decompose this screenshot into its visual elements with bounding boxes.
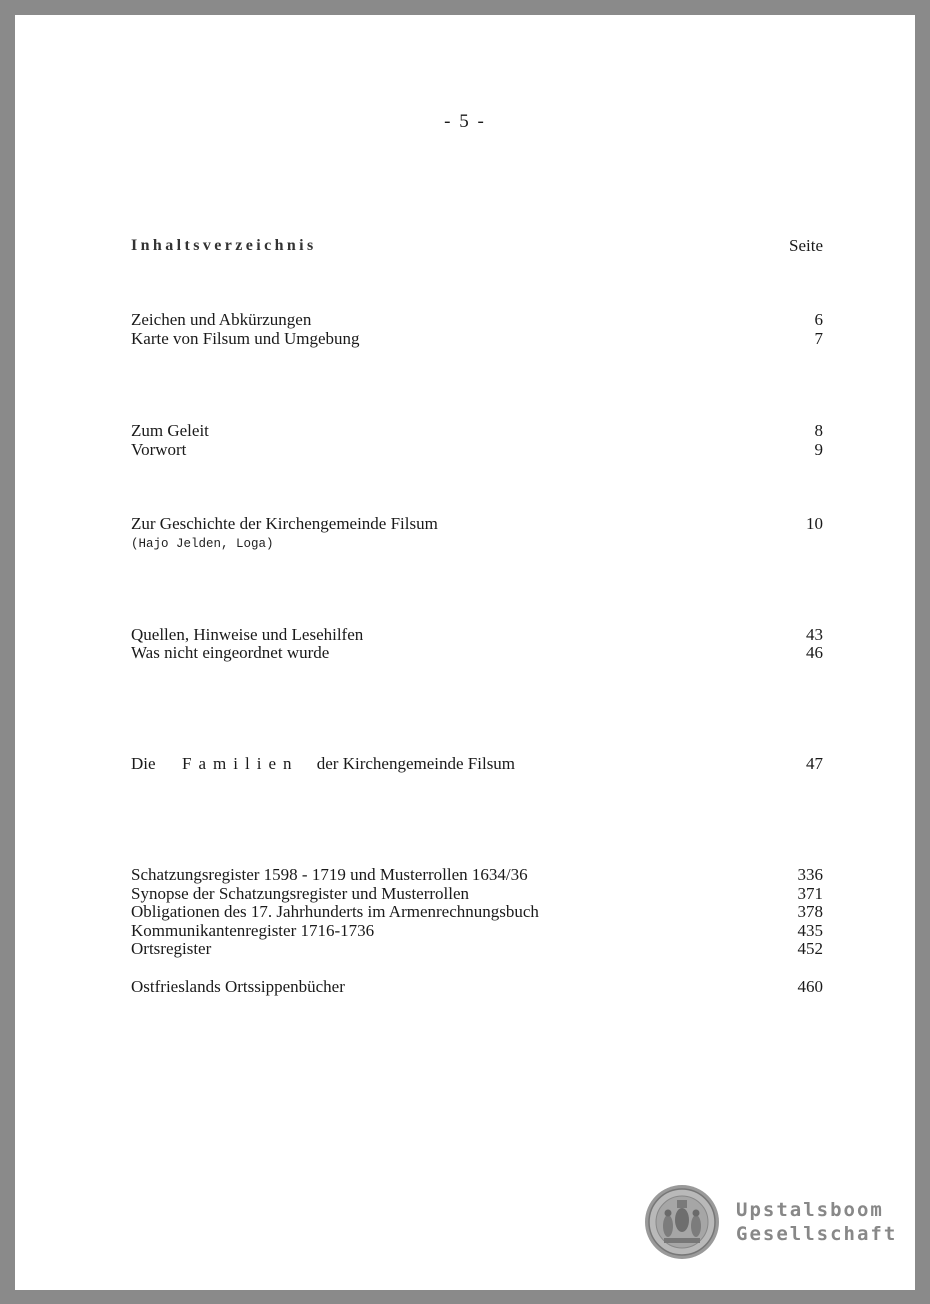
- toc-entry-title: Zeichen und Abkürzungen: [131, 310, 312, 329]
- toc-entry-title: Vorwort: [131, 440, 187, 459]
- logo-text: [736, 1198, 897, 1246]
- toc-entry-page: 452: [797, 939, 823, 958]
- seal-icon: [644, 1184, 720, 1260]
- toc-heading: Inhaltsverzeichnis: [131, 237, 317, 254]
- toc-entry-title: Quellen, Hinweise und Lesehilfen: [131, 625, 364, 644]
- toc-entry-page: 460: [797, 977, 823, 996]
- toc-entry-title: Schatzungsregister 1598 - 1719 und Musterrollen 1634/36: [131, 865, 528, 884]
- toc-entry-title: Was nicht eingeordnet wurde: [131, 643, 330, 662]
- title-prefix: Die: [131, 754, 156, 773]
- toc-entry-title: Synopse der Schatzungsregister und Musterrollen: [131, 884, 470, 903]
- toc-entry-title: Zum Geleit: [131, 421, 209, 440]
- toc-entry-title: [131, 754, 515, 773]
- toc-entry-page: 6: [814, 310, 823, 329]
- logo-line2: Gesellschaft: [736, 1223, 898, 1245]
- toc-entry-title: Obligationen des 17. Jahrhunderts im Armenrechnungsbuch: [131, 902, 539, 921]
- toc-entry-title: Zur Geschichte der Kirchengemeinde Filsum: [131, 514, 438, 533]
- page-number: - 5 -: [444, 111, 486, 132]
- upstalsboom-logo: [644, 1184, 904, 1264]
- toc-entry-title: Karte von Filsum und Umgebung: [131, 329, 360, 348]
- toc-entry-page: 46: [806, 643, 823, 662]
- title-spaced: Familien: [182, 754, 299, 773]
- logo-line1: Upstalsboom: [736, 1199, 884, 1221]
- toc-entry-page: 378: [797, 902, 823, 921]
- toc-entry-page: 7: [814, 329, 823, 348]
- toc-entry-page: 10: [806, 514, 823, 533]
- seite-label: Seite: [789, 236, 823, 255]
- toc-entry-title: Ostfrieslands Ortssippenbücher: [131, 977, 345, 996]
- toc-entry-title: Kommunikantenregister 1716-1736: [131, 921, 375, 940]
- toc-entry-page: 43: [806, 625, 823, 644]
- title-suffix: der Kirchengemeinde Filsum: [316, 754, 516, 773]
- author-note: (Hajo Jelden, Loga): [131, 537, 274, 551]
- toc-entry-page: 9: [814, 440, 823, 459]
- toc-entry-page: 435: [797, 921, 823, 940]
- toc-entry-page: 47: [806, 754, 823, 773]
- document-page: [15, 15, 915, 1290]
- toc-entry-title: Ortsregister: [131, 939, 212, 958]
- toc-entry-page: 8: [814, 421, 823, 440]
- toc-entry-page: 371: [797, 884, 823, 903]
- toc-entry-page: 336: [797, 865, 823, 884]
